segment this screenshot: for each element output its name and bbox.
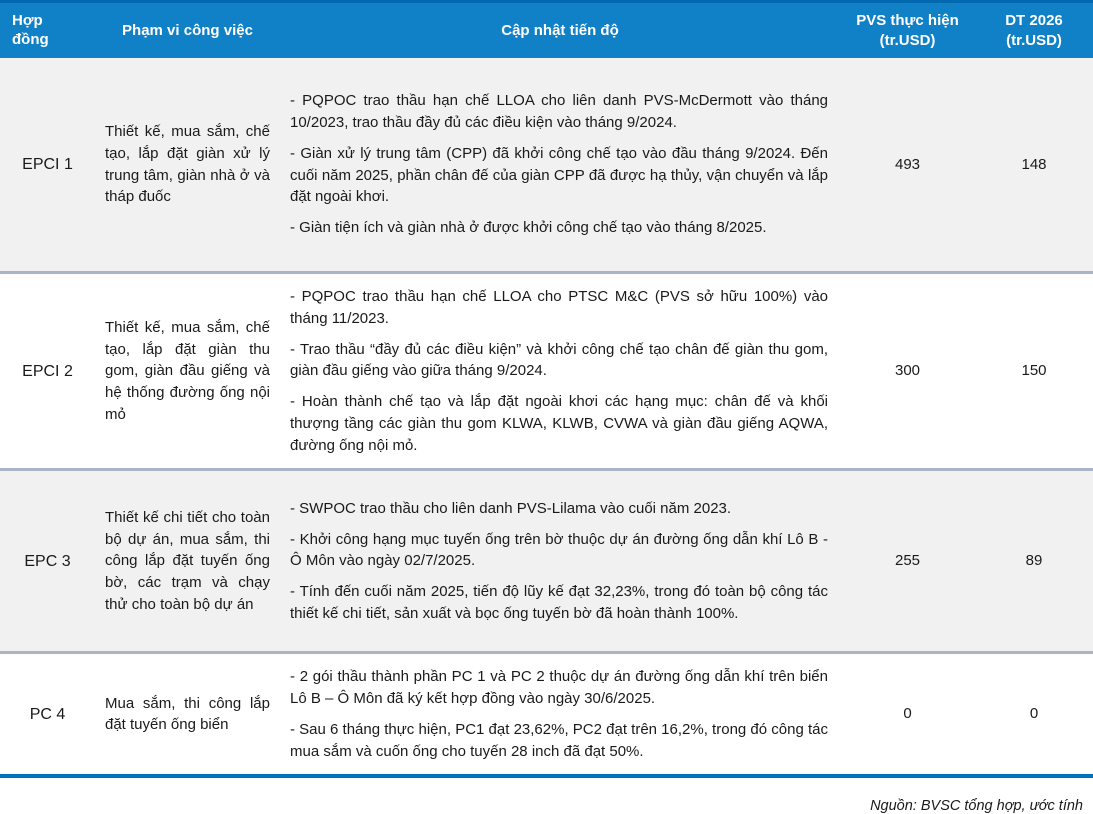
pvs-value-cell: 0 [903,705,912,723]
contract-cell: EPCI 1 [22,155,73,173]
dt2026-value-cell: 89 [1025,552,1043,570]
progress-item: - Tính đến cuối năm 2025, tiến độ lũy kế đạt 32,23%, trong đó toàn bộ công tác thiết kế chi tiết, sản xuất và bọc ống tuyến bờ đã hoàn thành 100%. [290,583,828,622]
progress-item: - SWPOC trao thầu cho liên danh PVS-Lilama vào cuối năm 2023. [290,499,732,517]
column-header-pvs-unit: (tr.USD) [879,31,936,49]
progress-cell [280,58,840,271]
column-header-pvs [840,7,975,54]
table-row-epci2 [0,271,1093,468]
dt2026-value-cell: 150 [1021,362,1047,380]
pvs-value-cell: 493 [894,155,921,173]
column-header-dt2026 [975,7,1093,54]
column-header-dt2026-unit: (tr.USD) [1006,31,1062,49]
table-row-pc4 [0,651,1093,774]
column-header-progress: Cập nhật tiến độ [501,22,619,39]
progress-item: - 2 gói thầu thành phần PC 1 và PC 2 thuộc dự án đường ống dẫn khí trên biển Lô B – Ô Môn đã ký kết hợp đồng vào ngày 30/6/2025. [290,668,828,707]
column-header-scope: Phạm vi công việc [122,22,253,39]
scope-cell: Thiết kế chi tiết cho toàn bộ dự án, mua sắm, thi công lắp đặt tuyến ống bờ, các trạm và chạy thử cho toàn bộ dự án [105,508,270,613]
progress-item: - Hoàn thành chế tạo và lắp đặt ngoài khơi các hạng mục: chân đế và khối thượng tầng các giàn thu gom KLWA, KLWB, CVWA và giàn đầu giếng AQWA, đường ống nội mỏ. [290,393,828,454]
progress-item: - Giàn xử lý trung tâm (CPP) đã khởi công chế tạo vào đầu tháng 9/2024. Đến cuối năm 2025, phần chân đế của giàn CPP đã được hạ thủy, vận chuyển và lắp đặt ngoài khơi. [290,144,828,206]
column-header-contract: Hợp đồng [12,11,49,48]
table-row-epci1 [0,58,1093,271]
scope-cell: Mua sắm, thi công lắp đặt tuyến ống biển [105,694,270,734]
table-header-row [0,0,1093,58]
dt2026-value-cell: 148 [1021,155,1047,173]
pvs-value-cell: 300 [894,362,921,380]
table-bottom-border [0,774,1093,778]
contract-cell: EPC 3 [24,552,71,570]
source-note: Nguồn: BVSC tổng hợp, ước tính [870,798,1083,814]
progress-item: - Khởi công hạng mục tuyến ống trên bờ thuộc dự án đường ống dẫn khí Lô B - Ô Môn vào ngày 02/7/2025. [290,530,828,570]
progress-cell [280,654,840,774]
contract-cell: EPCI 2 [22,362,73,380]
scope-cell: Thiết kế, mua sắm, chế tạo, lắp đặt giàn xử lý trung tâm, giàn nhà ở và tháp đuốc [105,123,270,206]
progress-cell [280,471,840,651]
column-header-pvs-label: PVS thực hiện [856,12,959,29]
progress-item: - PQPOC trao thầu hạn chế LLOA cho PTSC M&C (PVS sở hữu 100%) vào tháng 11/2023. [290,288,828,327]
progress-item: - PQPOC trao thầu hạn chế LLOA cho liên danh PVS-McDermott vào tháng 10/2023, trao thầu đầy đủ các điều kiện vào tháng 9/2024. [290,92,828,131]
pvs-value-cell: 255 [894,552,921,570]
table-row-epc3 [0,468,1093,651]
scope-cell: Thiết kế, mua sắm, chế tạo, lắp đặt giàn thu gom, giàn đầu giếng và hệ thống đường ống nội mỏ [105,318,270,423]
column-header-dt2026-label: DT 2026 [1005,12,1063,29]
progress-cell [280,274,840,468]
progress-item: - Sau 6 tháng thực hiện, PC1 đạt 23,62%, PC2 đạt trên 16,2%, trong đó công tác mua sắm và cuốn ống cho tuyến 28 inch đã đạt 50%. [290,720,828,760]
dt2026-value-cell: 0 [1029,705,1039,723]
progress-item: - Trao thầu “đầy đủ các điều kiện” và khởi công chế tạo chân đế giàn thu gom, giàn đầu giếng vào giữa tháng 9/2024. [290,340,828,380]
progress-item: - Giàn tiện ích và giàn nhà ở được khởi công chế tạo vào tháng 8/2025. [290,219,767,236]
contract-cell: PC 4 [29,705,66,723]
